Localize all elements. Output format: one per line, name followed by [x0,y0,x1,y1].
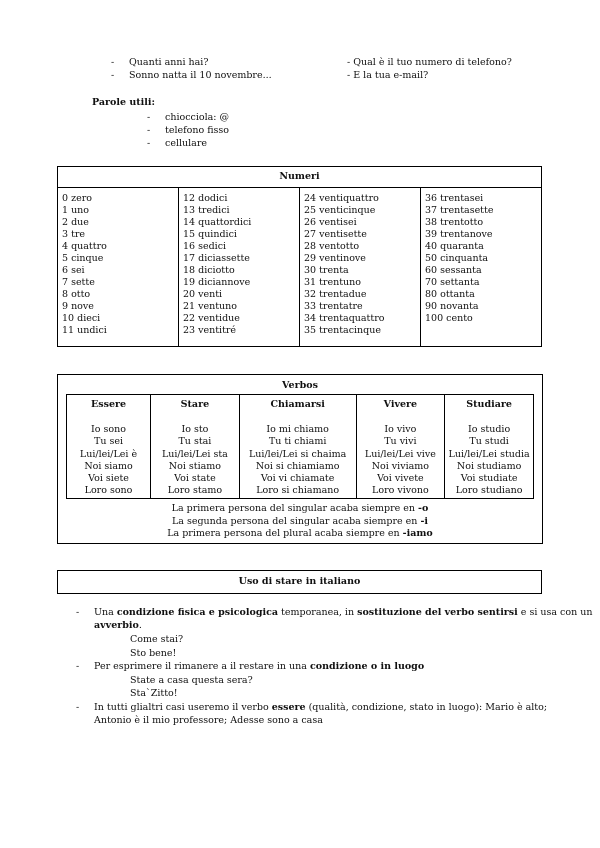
parole-title: Parole utili: [92,97,155,108]
number-entry: 4 quattro [62,241,107,252]
verb-form: Loro si chiamano [256,485,340,497]
number-entry: 34 trentaquattro [304,313,385,324]
verb-note: La primera persona del plural acaba siempre en -iamo [167,528,433,539]
verb-form: Noi studiamo [456,460,522,472]
number-entry: 26 ventisei [304,217,357,228]
number-entry: 22 ventidue [183,313,240,324]
number-entry: 2 due [62,217,89,228]
number-entry: 100 cento [425,313,473,324]
verb-form: Loro stamo [167,485,223,497]
number-entry: 50 cinquanta [425,253,489,264]
verb-form: Tu ti chiami [268,436,327,448]
number-entry: 36 trentasei [425,193,484,204]
verb-form: Noi viviamo [371,460,430,472]
verb-column [67,395,151,499]
verb-column [445,395,534,499]
uso-example: Come stai? [130,634,184,645]
verb-form: Voi state [174,473,216,485]
verb-form: Io vivo [384,424,417,436]
number-entry: 6 sei [62,265,85,276]
uso-dash: - [76,702,80,713]
number-entry: 14 quattordici [183,217,252,228]
intro-right-2: - E la tua e-mail? [347,70,429,81]
verb-form: Lui/lei/Lei è [79,448,138,460]
verb-form: Voi siete [88,473,129,485]
number-entry: 80 ottanta [425,289,475,300]
verb-form: Noi si chiamiamo [255,460,340,472]
number-entry: 70 settanta [425,277,480,288]
parole-item: - chiocciola: @ [147,112,230,123]
dash-marker: - [111,57,115,68]
verb-form: Voi vivete [377,473,424,485]
verb-form: Tu studi [469,436,509,448]
number-entry: 25 venticinque [304,205,376,216]
number-entry: 17 diciassette [183,253,250,264]
verb-form: Voi vi chiamate [260,473,335,485]
verb-form: Tu stai [178,436,212,448]
numeri-column [58,188,179,346]
number-entry: 28 ventotto [304,241,360,252]
numeri-column [179,188,300,346]
verb-form: Io sono [91,424,126,436]
verb-form: Io mi chiamo [266,424,329,436]
verb-form: Io studio [468,424,511,436]
verb-form: Io sto [181,424,209,436]
verbos-title: Verbos [282,380,318,391]
number-entry: 31 trentuno [304,277,361,288]
verb-column [151,395,240,499]
intro-left-1: - Quanti anni hai? [111,57,209,68]
verbos-table [66,394,534,499]
number-entry: 11 undici [62,325,107,336]
number-entry: 8 otto [62,289,91,300]
verb-name: Studiare [466,399,512,410]
number-entry: 60 sessanta [425,265,482,276]
number-entry: 15 quindici [183,229,237,240]
uso-paragraph-1: Una condizione fisica e psicologica temporanea, in sostituzione del verbo sentirsi e si usa con un [94,607,593,618]
verb-form: Loro sono [84,485,133,497]
number-entry: 23 ventitré [183,325,237,336]
number-entry: 40 quaranta [425,241,484,252]
dash-marker: - [111,70,115,81]
intro-left-2: - Sonno natta il 10 novembre... [111,70,272,81]
uso-dash: - [76,661,80,672]
parole-item: - telefono fisso [147,125,229,136]
verb-column [356,395,445,499]
numeri-title: Numeri [58,167,541,188]
number-entry: 20 venti [183,289,223,300]
number-entry: 3 tre [62,229,86,240]
number-entry: 1 uno [62,205,90,216]
verb-form: Noi siamo [84,460,133,472]
dash-marker: - [147,138,151,149]
verb-form: Tu vivi [384,436,417,448]
number-entry: 32 trentadue [304,289,367,300]
verb-column [239,395,356,499]
uso-paragraph-3: In tutti glialtri casi useremo il verbo essere (qualità, condizione, stato in luogo): Mario è alto; [94,702,548,713]
number-entry: 0 zero [62,193,92,204]
numeri-column [421,188,541,346]
verbos-box [57,374,543,544]
verb-name: Chiamarsi [270,399,325,410]
verb-form: Loro studiano [455,485,523,497]
number-entry: 35 trentacinque [304,325,381,336]
verb-form: Voi studiate [460,473,518,485]
numeri-column [300,188,421,346]
verbos-notes [58,503,542,541]
uso-example: Sto bene! [130,648,177,659]
number-entry: 38 trentotto [425,217,484,228]
uso-example: State a casa questa sera? [130,675,253,686]
verb-form: Noi stiamo [168,460,222,472]
verb-form: Lui/lei/Lei si chaima [248,448,347,460]
number-entry: 33 trentatre [304,301,363,312]
number-entry: 24 ventiquattro [304,193,379,204]
number-entry: 29 ventinove [304,253,366,264]
uso-title: Uso di stare in italiano [57,570,542,594]
number-entry: 90 novanta [425,301,479,312]
verb-note: La segunda persona del singular acaba siempre en -i [171,515,428,527]
uso-paragraph-2: Per esprimere il rimanere a il restare in una condizione o in luogo [94,661,425,672]
number-entry: 16 sedici [183,241,227,252]
intro-right-1: - Qual è il tuo numero di telefono? [347,57,512,68]
verb-form: Lui/lei/Lei sta [161,448,228,460]
number-entry: 19 diciannove [183,277,251,288]
verb-form: Lui/lei/Lei vive [364,448,436,460]
number-entry: 30 trenta [304,265,349,276]
number-entry: 21 ventuno [183,301,237,312]
number-entry: 37 trentasette [425,205,494,216]
number-entry: 18 diciotto [183,265,235,276]
number-entry: 39 trentanove [425,229,493,240]
verb-name: Vivere [383,399,418,410]
verb-note: La primera persona del singular acaba siempre en -o [171,503,429,514]
parole-item: - cellulare [147,138,208,149]
uso-paragraph-3-cont: Antonio è il mio professore; Adesse sono a casa [94,715,323,726]
uso-paragraph-1-cont: avverbio. [94,620,142,631]
dash-marker: - [147,112,151,123]
uso-dash: - [76,607,80,618]
number-entry: 5 cinque [62,253,104,264]
uso-example: Sta`Zitto! [130,688,178,699]
numeri-table [57,166,542,347]
number-entry: 27 ventisette [304,229,367,240]
number-entry: 9 nove [62,301,94,312]
verb-form: Lui/lei/Lei studia [448,448,530,460]
number-entry: 12 dodici [183,193,228,204]
verb-form: Loro vivono [372,485,429,497]
verb-form: Tu sei [94,436,124,448]
verb-name: Stare [180,399,210,410]
number-entry: 7 sette [62,277,95,288]
number-entry: 13 tredici [183,205,230,216]
number-entry: 10 dieci [62,313,101,324]
verb-name: Essere [91,399,127,410]
dash-marker: - [147,125,151,136]
